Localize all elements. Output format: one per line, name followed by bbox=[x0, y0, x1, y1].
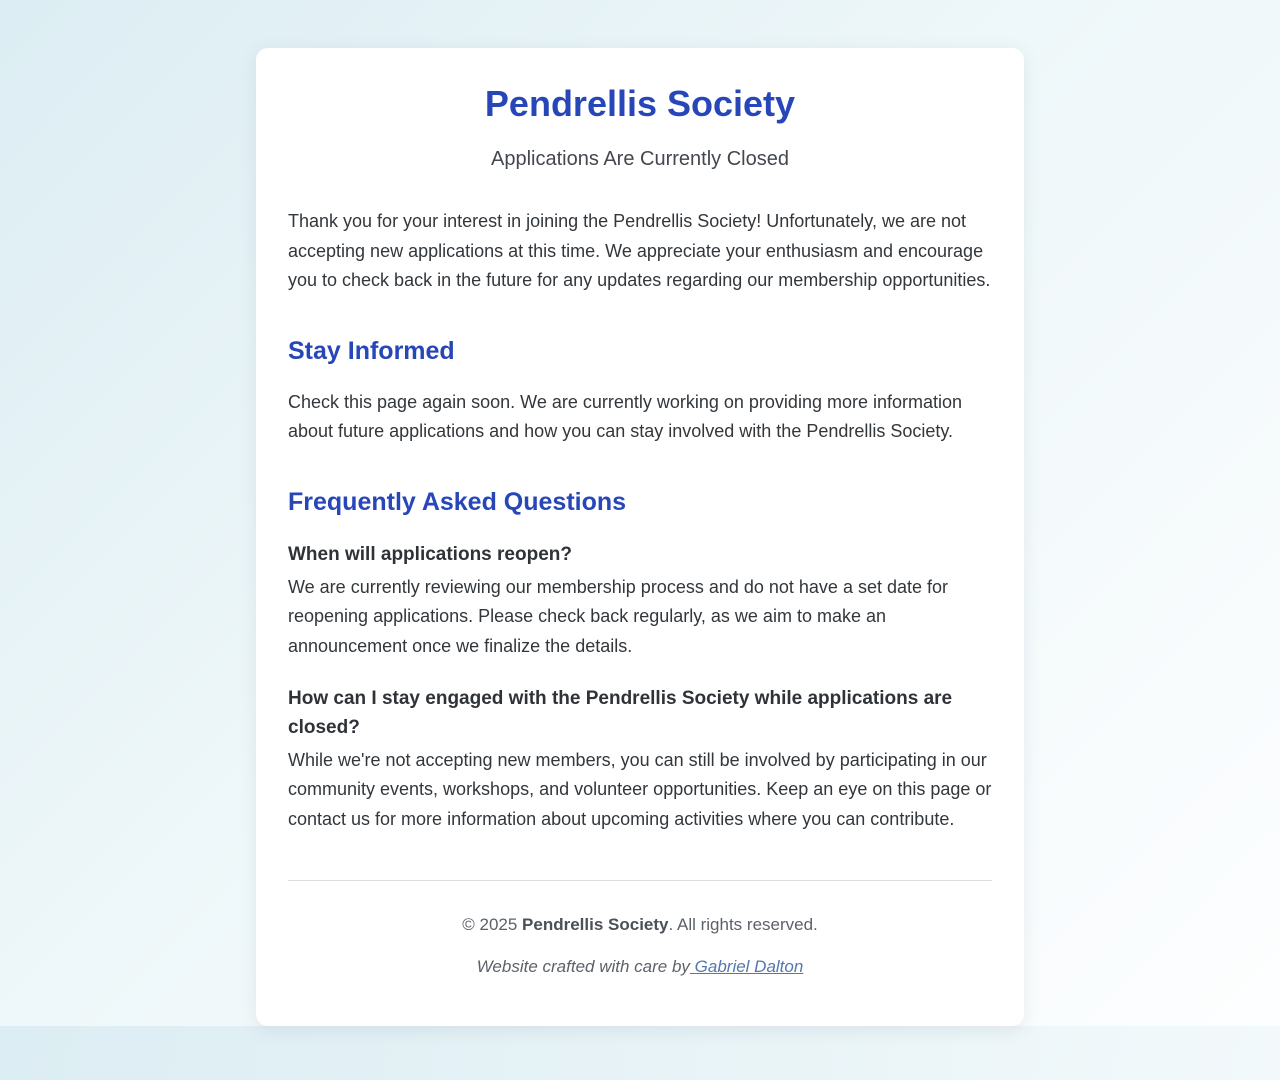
copyright-suffix: . All rights reserved. bbox=[668, 915, 818, 935]
faq-question-1: When will applications reopen? bbox=[288, 543, 572, 565]
faq-item bbox=[288, 685, 992, 834]
credit-text: Website crafted with care by bbox=[476, 956, 690, 976]
faq-item bbox=[288, 541, 992, 662]
stay-informed-heading: Stay Informed bbox=[288, 336, 455, 365]
footer-divider bbox=[288, 880, 992, 881]
credit-line bbox=[288, 955, 992, 979]
copyright-line bbox=[288, 913, 992, 937]
faq-answer-1: We are currently reviewing our membership process and do not have a set date for reopening applications. Please check back regularly, as we aim to make an announcement once we finalize the details. bbox=[288, 576, 949, 656]
faq-answer-2: While we're not accepting new members, you can still be involved by participating in our community events, workshops, and volunteer opportunities. Keep an eye on this page or contact us for more information about upcoming activities where you can contribute. bbox=[288, 749, 992, 829]
page-subtitle: Applications Are Currently Closed bbox=[491, 148, 789, 171]
copyright-org-name: Pendrellis Society bbox=[522, 915, 669, 935]
credit-author-link[interactable]: Gabriel Dalton bbox=[689, 956, 804, 976]
faq-question-2: How can I stay engaged with the Pendrellis Society while applications are closed? bbox=[288, 688, 953, 738]
page-background-band bbox=[0, 1026, 1280, 1080]
intro-paragraph: Thank you for your interest in joining the Pendrellis Society! Unfortunately, we are not accepting new applications at this time. We appreciate your enthusiasm and encourage you to check back in the future for any updates regarding our membership opportunities. bbox=[288, 211, 991, 291]
faq-heading: Frequently Asked Questions bbox=[288, 487, 627, 516]
content-card bbox=[256, 48, 1024, 1026]
page-title: Pendrellis Society bbox=[484, 83, 796, 124]
page-footer bbox=[288, 913, 992, 979]
copyright-prefix: © 2025 bbox=[462, 915, 523, 935]
stay-informed-paragraph: Check this page again soon. We are currently working on providing more information about future applications and how you can stay involved with the Pendrellis Society. bbox=[288, 391, 963, 442]
